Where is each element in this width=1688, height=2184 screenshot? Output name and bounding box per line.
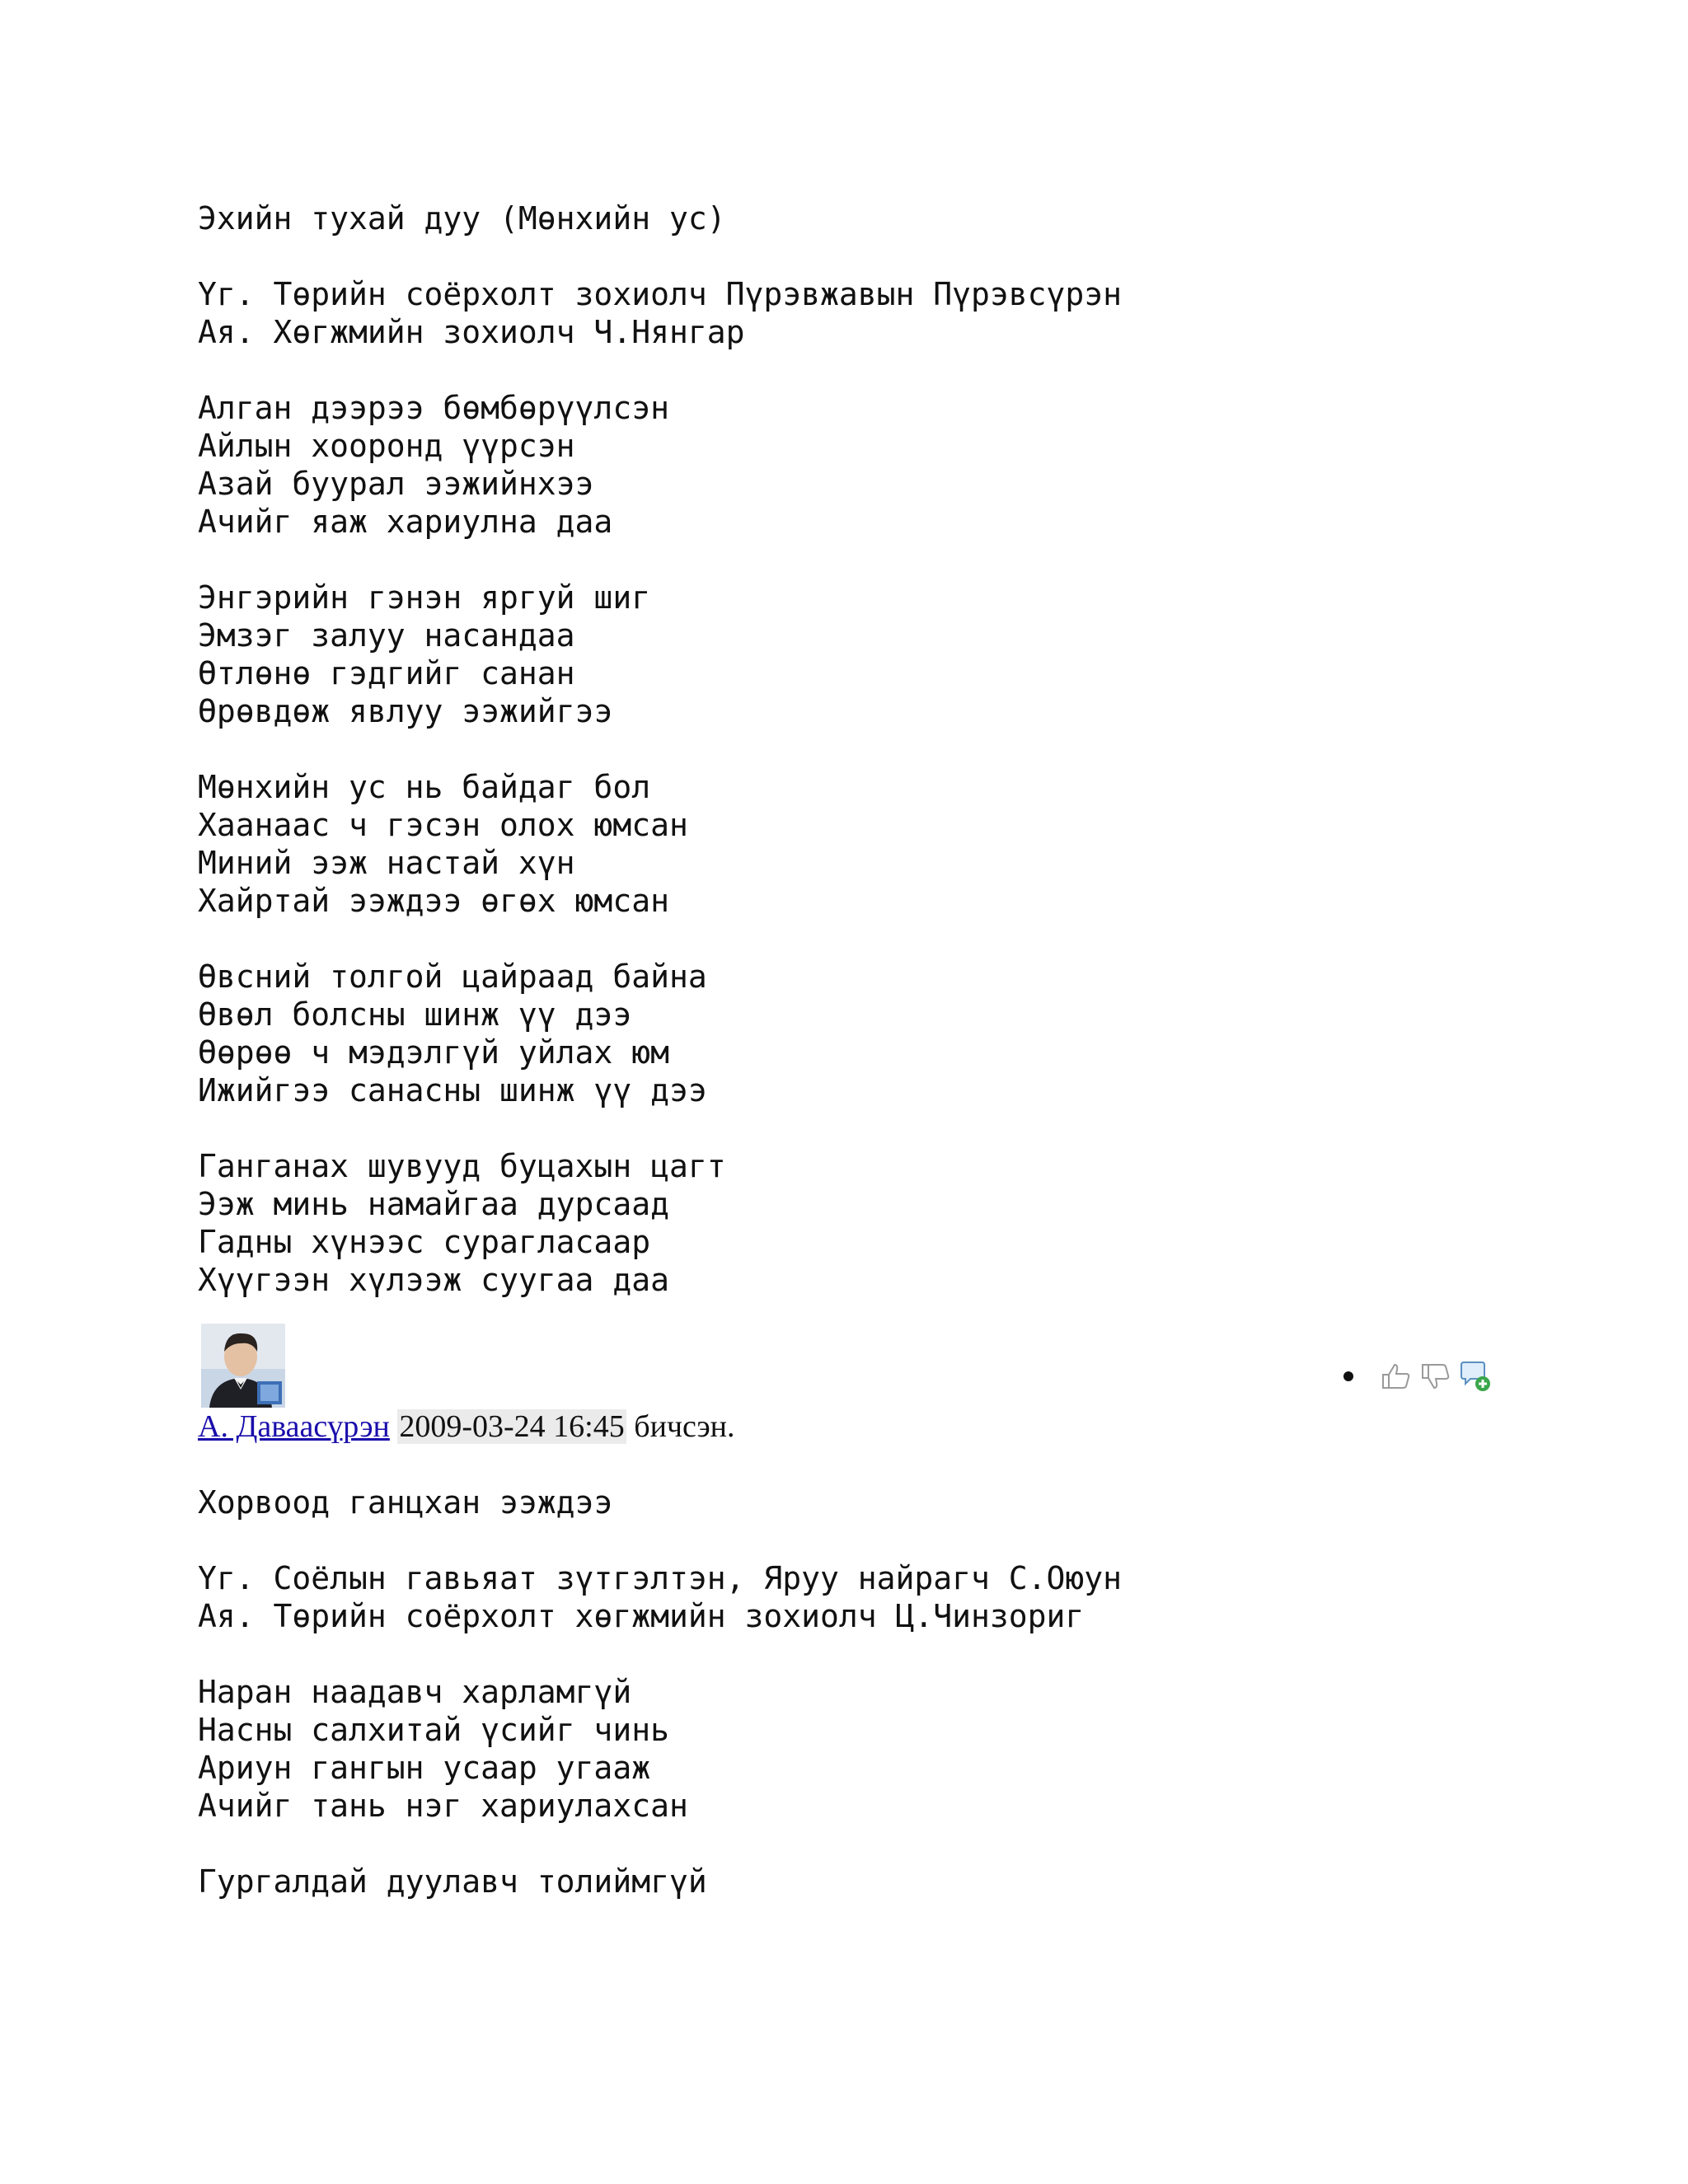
post-1-line: Ачийг яаж хариулна даа (198, 504, 613, 540)
post-1-line (198, 730, 1122, 768)
post-actions (1343, 1360, 1492, 1393)
post-1-line (198, 237, 1122, 275)
post-2-line: Наран наадавч харламгүй (198, 1674, 632, 1710)
post-wrote-label: бичсэн. (626, 1409, 735, 1444)
post-1-line: Хаанаас ч гэсэн олох юмсан (198, 807, 688, 843)
post-2-line (198, 1825, 1122, 1863)
post-1-line: Өвөл болсны шинж үү дээ (198, 996, 632, 1033)
post-1-line: Ганганах шувууд буцахын цагт (198, 1148, 726, 1184)
add-comment-icon[interactable] (1459, 1360, 1492, 1393)
post-1-line: Ижийгээ санасны шинж үү дээ (198, 1072, 707, 1108)
post-2-line (198, 1635, 1122, 1673)
post-1-line: Эхийн тухай дуу (Мөнхийн ус) (198, 200, 726, 237)
post-1-line: Хайртай ээждээ өгөх юмсан (198, 883, 669, 919)
post-1-line: Хүүгээн хүлээж суугаа даа (198, 1262, 669, 1298)
author-link[interactable]: А. Даваасүрэн (198, 1409, 390, 1444)
post-1-line (198, 1109, 1122, 1147)
post-1-line: Азай буурал ээжийнхээ (198, 466, 594, 502)
post-1-line: Мөнхийн ус нь байдаг бол (198, 769, 651, 805)
post-1-line: Эмзэг залуу насандаа (198, 617, 575, 654)
post-1-line (198, 351, 1122, 389)
post-1-line (198, 920, 1122, 958)
post-2-line: Ачийг тань нэг хариулахсан (198, 1788, 688, 1824)
post-1-body (198, 199, 1122, 1299)
post-1-line: Өтлөнө гэдгийг санан (198, 655, 575, 691)
list-bullet (1343, 1371, 1353, 1381)
post-1-line: Өвсний толгой цайраад байна (198, 958, 707, 995)
post-1-line: Энгэрийн гэнэн яргуй шиг (198, 579, 651, 616)
post-2-line: Насны салхитай үсийг чинь (198, 1712, 669, 1748)
post-1-line: Айлын хооронд үүрсэн (198, 428, 575, 464)
post-date: 2009-03-24 16:45 (399, 1409, 625, 1444)
post-2-line (198, 1521, 1122, 1559)
thumbs-down-icon[interactable] (1419, 1360, 1452, 1393)
post-2-line: Ариун гангын усаар угааж (198, 1750, 651, 1786)
post-2-header (198, 1408, 735, 1446)
post-1-line: Ая. Хөгжмийн зохиолч Ч.Нянгар (198, 314, 745, 350)
post-2-line: Үг. Соёлын гавьяат зүтгэлтэн, Яруу найрагч С.Оюун (198, 1560, 1123, 1596)
post-1-line: Үг. Төрийн соёрхолт зохиолч Пүрэвжавын Пүрэвсүрэн (198, 276, 1123, 312)
post-1-line (198, 541, 1122, 579)
post-1-line: Миний ээж настай хүн (198, 845, 575, 881)
post-1-line: Алган дээрээ бөмбөрүүлсэн (198, 390, 669, 426)
post-1-line: Өөрөө ч мэдэлгүй уйлах юм (198, 1034, 669, 1071)
post-2-body (198, 1483, 1122, 1900)
thumbs-up-icon[interactable] (1380, 1360, 1413, 1393)
post-2-line: Гургалдай дуулавч толиймгүй (198, 1863, 707, 1900)
author-avatar[interactable] (201, 1324, 285, 1408)
post-1-line: Ээж минь намайгаа дурсаад (198, 1186, 669, 1222)
post-1-line: Гадны хүнээс сурагласаар (198, 1224, 651, 1260)
post-1-line: Өрөвдөж явлуу ээжийгээ (198, 693, 613, 729)
post-2-line: Ая. Төрийн соёрхолт хөгжмийн зохиолч Ц.Чинзориг (198, 1598, 1085, 1634)
post-2-line: Хорвоод ганцхан ээждээ (198, 1484, 613, 1521)
